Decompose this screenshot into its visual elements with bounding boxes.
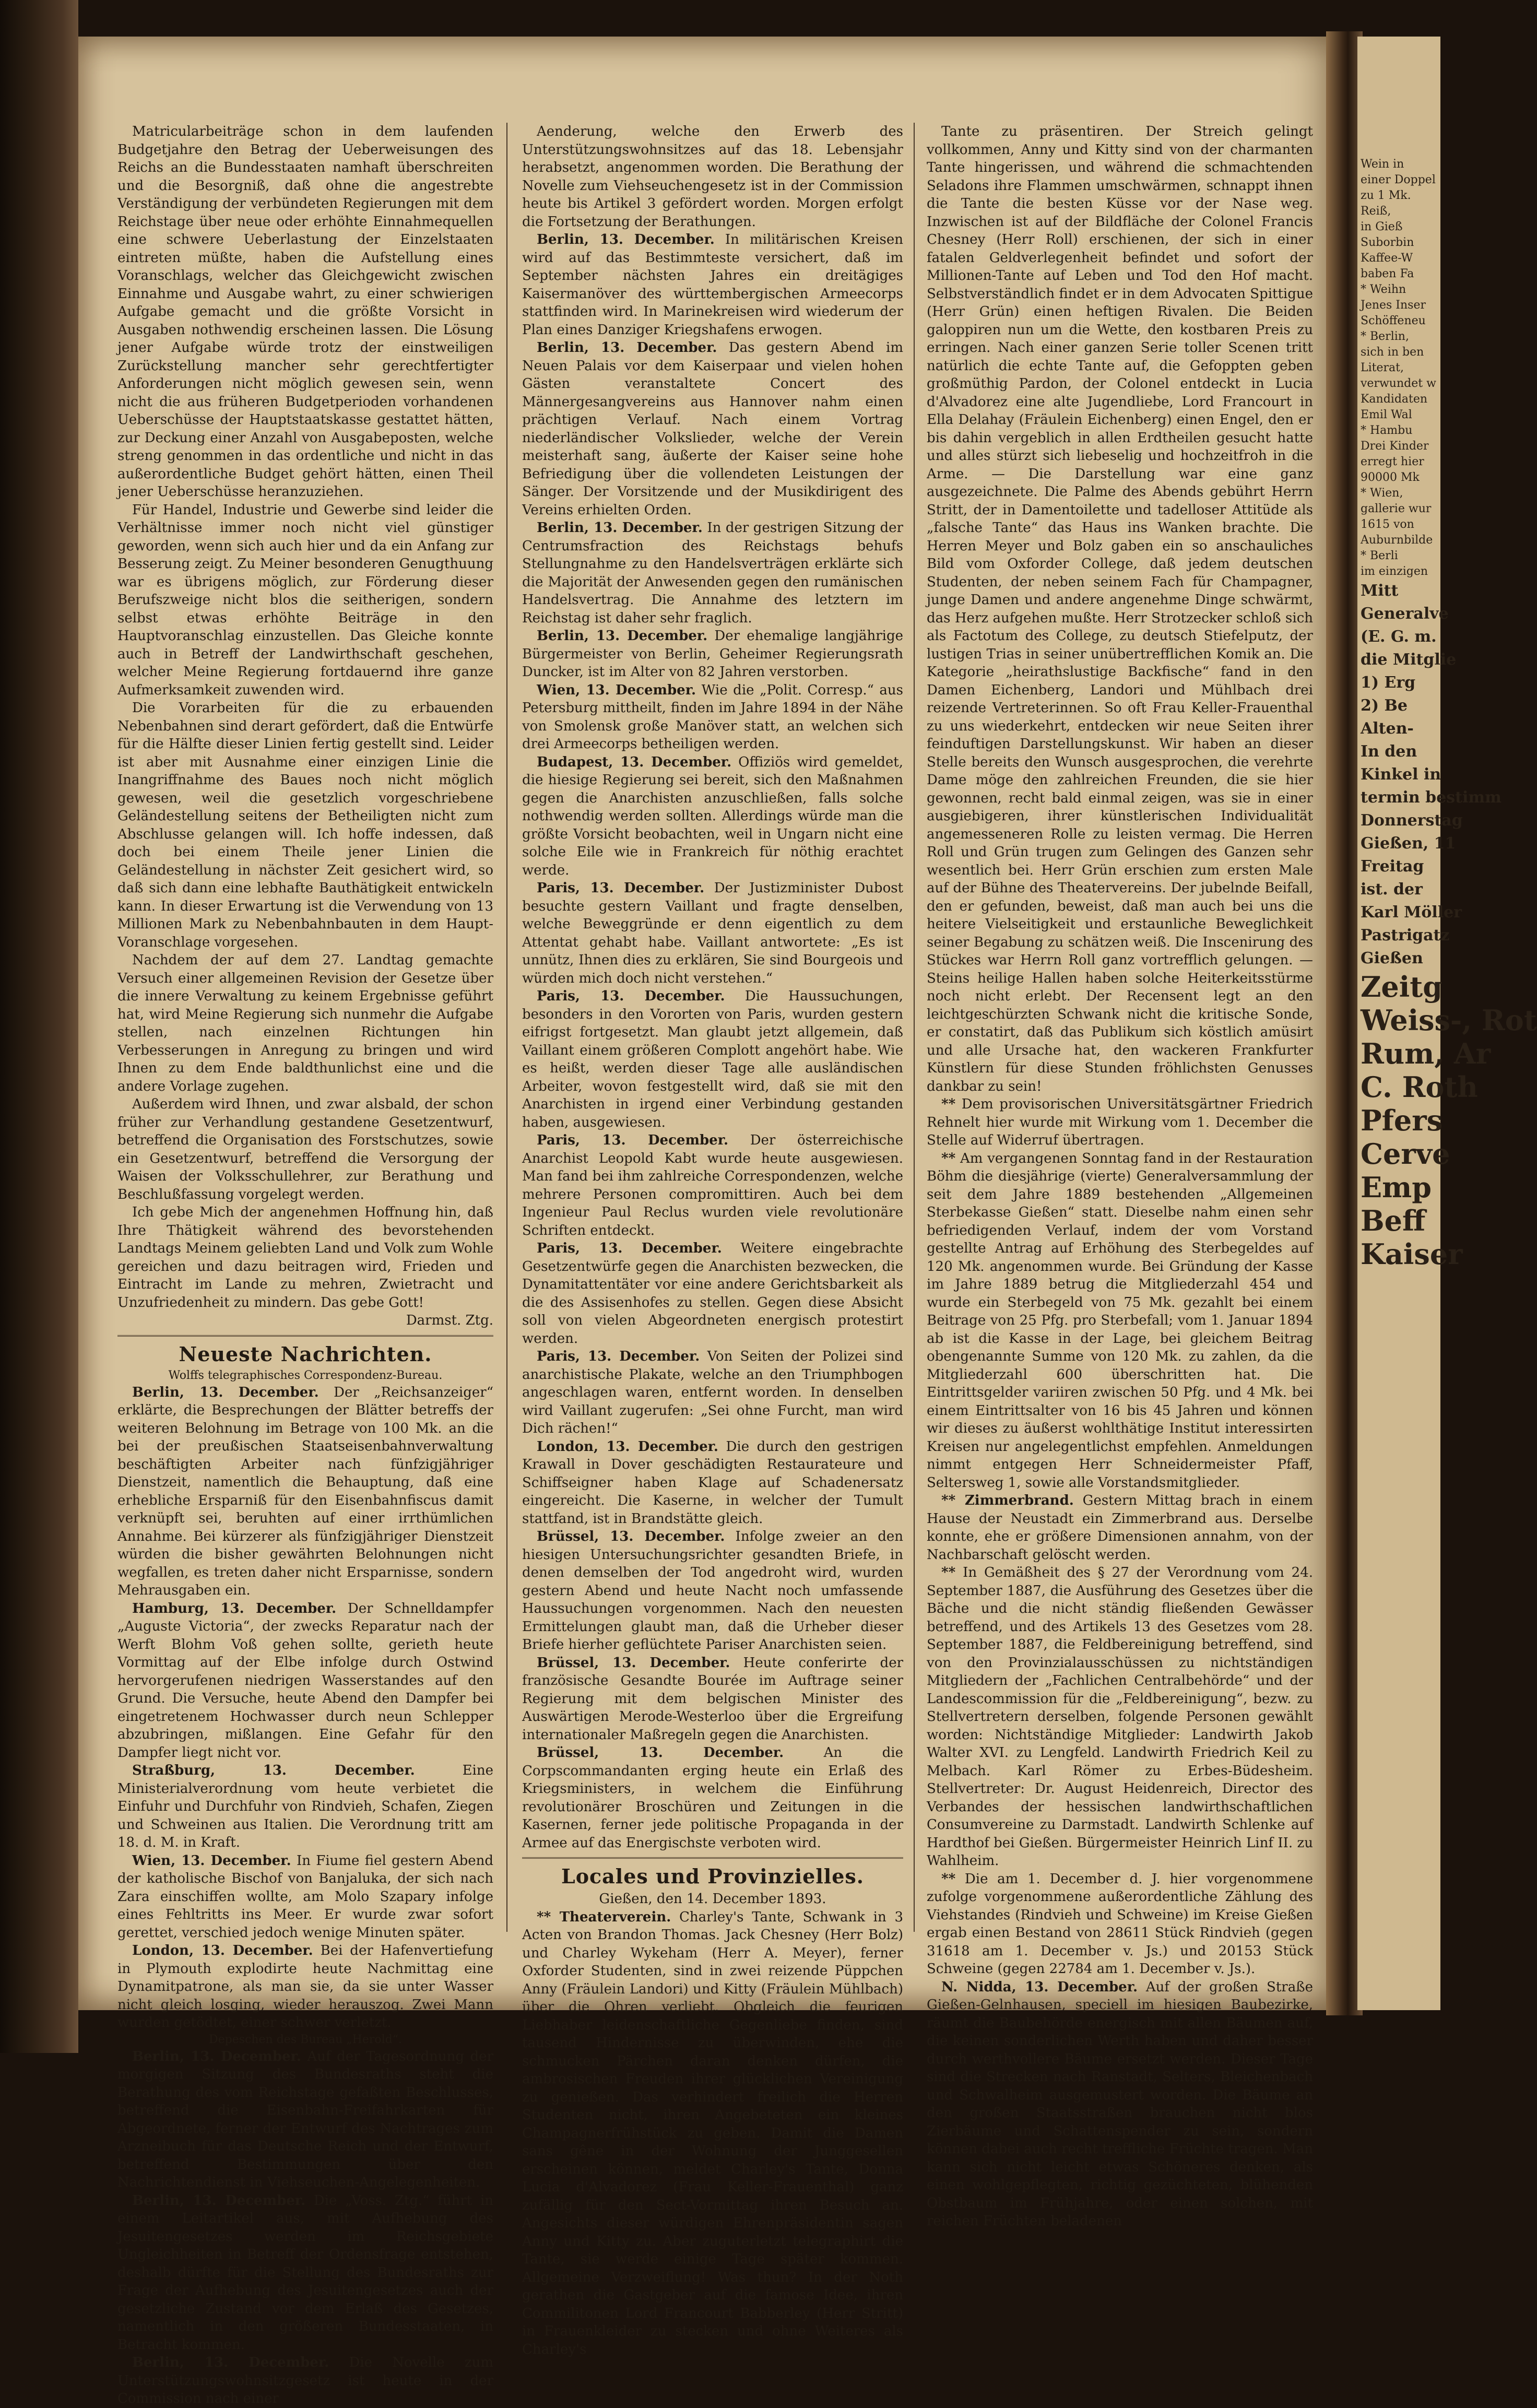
section-subheading: Wolffs telegraphisches Correspondenz-Bureau. bbox=[168, 1368, 443, 1382]
paragraph-text: Dem provisorischen Universitätsgärtner Friedrich Rehnelt hier wurde mit Wirkung vom 1. December die Stelle auf Widerruf übertragen. bbox=[927, 1096, 1313, 1148]
fragment-heading: Karl Möller bbox=[1361, 903, 1462, 922]
fragment-heading: Pastrigatz bbox=[1361, 926, 1450, 945]
article-paragraph bbox=[522, 753, 903, 880]
article-paragraph bbox=[522, 987, 903, 1131]
article-paragraph bbox=[522, 231, 903, 339]
dateline: Brüssel, 13. December. bbox=[537, 1745, 784, 1761]
dateline: Brüssel, 13. December. bbox=[537, 1529, 725, 1544]
section-heading: Locales und Provinzielles. bbox=[561, 1864, 865, 1888]
article-paragraph bbox=[522, 339, 903, 519]
dateline: ** Theaterverein. bbox=[537, 1909, 671, 1925]
fragment-ad: Emp bbox=[1361, 1171, 1432, 1204]
article-paragraph bbox=[522, 627, 903, 681]
fragment-line: Kaffee-W bbox=[1361, 252, 1413, 265]
paragraph-text: Die Vorarbeiten für die zu erbauenden Nebenbahnen sind derart gefördert, daß die Entwürfe für die Hälfte dieser Linien fertig gestellt sind. Leider ist aber mit Ausnahme einer einzigen Linie die Inangriffnahme des Baues noch nicht möglich gewesen, weil die gesetzlich vorgeschriebene Geländestellung seitens der Betheiligten nicht zum Abschlusse gelangen will. Ich hoffe indessen, daß doch bei einem Theile jener Linien die Geländestellung in nächster Zeit gesichert wird, so daß sich dann eine lebhafte Bauthätigkeit entwickeln kann. In dieser Erwartung ist die Verwendung von 13 Millionen Mark zu Nebenbahnbauten in dem Haupt-Voranschlage vorgesehen. bbox=[117, 700, 493, 950]
paragraph-text: Auf der großen Straße Gießen-Gelnhausen, speciell im hiesigen Baubezirke, räumt die Baubehörde energisch mit allen Bäumen auf, die keinen sonderlichen Werth haben und daher besser durch werthvollere Bäume ersetzt werden. Dieser Tage sind die Strecken nach Ranstadt, Selters, Bleichenbach und Schwalheim ausgemustert worden. Die Bäume an den großen Staatsstraßen brauchen nicht blos Zierbäume und Schattenspender zu sein, sondern können dabei auch recht treffliche Früchte tragen. Man kann sich nicht leicht etwas Schöneres denken, als einen wohlgepflegten, richtig gezüchteten, blühenden Obstbaum im Frühjahre, oder einen solchen, mit reichen Früchten beladenen bbox=[927, 1979, 1313, 2229]
article-paragraph bbox=[117, 2048, 493, 2192]
article-paragraph bbox=[522, 681, 903, 753]
fragment-line: Suborbin bbox=[1361, 236, 1414, 249]
dateline: ** bbox=[941, 1150, 956, 1166]
paragraph-text: Bei der Hafenvertiefung in Plymouth explodirte heute Nachmittag eine Dynamitpatrone, als man sie, da sie unter Wasser nicht gleich losging, wieder herauszog. Zwei Mann wurden getödtet, einer schwer verletzt. bbox=[117, 1943, 494, 2031]
fragment-heading: Gießen bbox=[1361, 949, 1423, 967]
article-paragraph bbox=[927, 1564, 1313, 1870]
article-paragraph bbox=[117, 1852, 493, 1942]
article-paragraph bbox=[117, 123, 493, 501]
article-paragraph bbox=[927, 123, 1313, 1095]
paragraph-text: Matricularbeiträge schon in dem laufenden Budgetjahre den Betrag der Ueberweisungen des Reichs an die Bundesstaaten namhaft überschreiten und die Besorgniß, daß ohne die angestrebte Verständigung der verbündeten Regierungen mit dem Reichstage über neue oder erhöhte Einnahmequellen eine schwere Ueberlastung der Einzelstaaten eintreten müßte, haben die Aufstellung eines Voranschlags, welcher das Gleichgewicht zwischen Einnahme und Ausgabe wahrt, zu einer schwierigen Aufgabe gemacht und die größte Vorsicht in Ausgaben nothwendig erscheinen lassen. Die Lösung jener Aufgabe würde trotz der einstweiligen Zurückstellung mancher sehr gerechtfertigter Anforderungen nicht möglich gewesen sein, wenn nicht die aus früheren Budgetperioden vorhandenen Ueberschüsse der Hauptstaatskasse gestattet hätten, zur Deckung einer Anzahl von Ausgabeposten, welche streng genommen in das ordentliche und nicht in das außerordentliche Budget gehört hätten, einen Theil jener Ueberschüsse heranzuziehen. bbox=[117, 124, 493, 500]
article-paragraph bbox=[522, 879, 903, 987]
fragment-heading: Kinkel in bbox=[1361, 765, 1441, 784]
dateline: Berlin, 13. December. bbox=[132, 1384, 319, 1400]
fragment-heading: In den bbox=[1361, 742, 1417, 761]
fragment-heading: Freitag bbox=[1361, 857, 1424, 876]
paragraph-text: In militärischen Kreisen wird auf das Bestimmteste versichert, daß im September nächsten Jahres ein dreitägiges Kaisermanöver des württembergischen Armeecorps stattfinden wird. In Marinekreisen wird wiederum der Plan eines Danziger Kriegshafens erwogen. bbox=[522, 232, 903, 338]
section-heading: Neueste Nachrichten. bbox=[179, 1342, 432, 1366]
paragraph-text: Die „Voss. Ztg.“ führt in einem Leitartikel aus, mit Aufhebung des Jesuitengesetzes werden im Reichsgebiete Ungleichheiten in Betreff der Ordensfrage entstehen, deshalb dürfte für die Stellung des Bundesraths zur Frage der Aufhebung des Jesuitengesetzes auch der gesetzliche Zustand vor dem Erlaß des Gesetzes, namentlich in den größeren Bundesstaaten, in Betracht kommen. bbox=[117, 2192, 494, 2353]
paragraph-text: Offiziös wird gemeldet, die hiesige Regierung sei bereit, sich den Maßnahmen gegen die Anarchisten anzuschließen, falls solche nothwendig werden sollten. Allerdings würde man die größte Vorsicht beobachten, weil in Ungarn nicht eine solche Eile wie in Frankreich für nöthig erachtet werde. bbox=[522, 754, 903, 878]
dateline: Berlin, 13. December. bbox=[537, 520, 703, 536]
fragment-ad: Beff bbox=[1361, 1204, 1426, 1237]
fragment-heading: 2) Be bbox=[1361, 697, 1408, 715]
fragment-line: gallerie wur bbox=[1361, 502, 1432, 515]
fragment-heading: Gießen, 11 bbox=[1361, 834, 1456, 853]
dateline: Budapest, 13. December. bbox=[537, 754, 732, 770]
fragment-ad: Rum, Ar bbox=[1361, 1037, 1491, 1070]
paragraph-text: Ich gebe Mich der angenehmen Hoffnung hin, daß Ihre Thätigkeit während des bevorstehenden Landtags Meinem geliebten Land und Volk zum Wohle gereichen und dazu beitragen wird, Frieden und Eintracht im Lande zu mehren, Zwietracht und Unzufriedenheit zu mindern. Das gebe Gott! bbox=[117, 1205, 493, 1311]
fragment-ad: Zeitg bbox=[1361, 970, 1443, 1004]
fragment-line: Schöffeneu bbox=[1361, 314, 1426, 327]
fragment-ad: Pfers bbox=[1361, 1104, 1443, 1137]
fragment-line: zu 1 Mk. bbox=[1361, 189, 1411, 202]
article-paragraph bbox=[117, 951, 493, 1095]
paragraph-text: Nachdem der auf dem 27. Landtag gemachte Versuch einer allgemeinen Revision der Gesetze über die innere Verwaltung zu keinem Ergebnisse geführt hat, wird Meine Regierung sich nunmehr die Aufgabe stellen, nach einzelnen Richtungen hin Verbesserungen in Anregung zu bringen und wird Ihnen zu dem Ende baldthunlichst eine und die andere Vorlage zugehen. bbox=[117, 952, 493, 1094]
article-paragraph bbox=[117, 1203, 493, 1312]
article-paragraph bbox=[522, 123, 903, 231]
dateline: Paris, 13. December. bbox=[537, 1349, 700, 1364]
dateline: Berlin, 13. December. bbox=[537, 340, 717, 356]
dateline: Paris, 13. December. bbox=[537, 1132, 729, 1148]
article-paragraph bbox=[117, 1762, 493, 1852]
paragraph-text: Heute conferirte der französische Gesandte Bourée im Auftrage seiner Regierung mit dem belgischen Minister des Auswärtigen Merode-Westerloo über die Ergreifung internationaler Maßregeln gegen die Anarchisten. bbox=[522, 1655, 904, 1743]
fragment-line: Literat, bbox=[1361, 361, 1404, 374]
article-paragraph bbox=[927, 1492, 1313, 1564]
book-binding-left bbox=[0, 0, 78, 2053]
article-paragraph bbox=[117, 699, 493, 951]
paragraph-text: Wie die „Polit. Corresp.“ aus Petersburg mittheilt, finden im Jahre 1894 in der Nähe von Smolensk große Manöver statt, an welchen sich drei Armeecorps betheiligen werden. bbox=[522, 682, 904, 752]
dateline: Brüssel, 13. December. bbox=[537, 1655, 730, 1671]
paragraph-text: Das gestern Abend im Neuen Palais vor dem Kaiserpaar und vielen hohen Gästen veranstaltete Concert des Männergesangvereins aus Hannover nahm einen prächtigen Verlauf. Nach einem Vortrag niederländischer Volkslieder, welche der Verein meisterhaft sang, äußerte der Kaiser seine hohe Befriedigung über die vollendeten Leistungen der Sänger. Der Vorsitzende und der Musikdirigent des Vereins erhielten Orden. bbox=[522, 340, 903, 518]
fragment-heading: Mitt bbox=[1361, 582, 1399, 600]
fragment-line: Auburnbilde bbox=[1361, 534, 1433, 547]
fragment-line: 90000 Mk bbox=[1361, 471, 1420, 484]
dateline: Berlin, 13. December. bbox=[132, 2048, 301, 2064]
fragment-line: Reiß, bbox=[1361, 205, 1391, 218]
section-divider bbox=[117, 1335, 493, 1337]
paragraph-text: Die Novelle zum Unterstützungswohnsitzgesetz ist heute in der Commission nach einer bbox=[117, 2355, 494, 2406]
fragment-line: 1615 von bbox=[1361, 518, 1414, 531]
paragraph-text: Der österreichische Anarchist Leopold Kabt wurde heute ausgewiesen. Man fand bei ihm zahlreiche Correspondenzen, welche mehrere Personen compromittiren. Auch bei dem Ingenieur Paul Reclus wurden viele revolutionäre Schriften entdeckt. bbox=[522, 1132, 904, 1238]
fragment-line: Kandidaten bbox=[1361, 393, 1428, 406]
paragraph-text: Charley's Tante, Schwank in 3 Acten von Brandon Thomas. Jack Chesney (Herr Bolz) und Charley Wykeham (Herr A. Meyer), ferner Oxforder Studenten, sind in zwei reizende Püppchen Anny (Fräulein Landori) und Kitty (Fräulein Mühlbach) über die Ohren verliebt. Obgleich die feurigen Liebhaber leidenschaftliche Gegenliebe finden, sind tausend Hindernisse zu überwinden, ehe die schmucken Pärchen daran denken dürfen, die ambrosischen Freuden ihrer glücklichen Vereinigung zu genießen. Das verhindert freilich die Herren Studenten nicht, ihren Angebeteten ein kleines Champagnerfrühstück zu geben. Damit die Damen sans gêne in der Wohnung der Junggesellen erscheinen können, meldet Charley's Tante, Donna Lucia d'Alvadorez (Frau Keller-Frauenthal) ganz zufällig für den Sect-Vormittag ihren Besuch an. Angesichts dieser würdigen Ehrenpräsidentin sagen Anny und Kitty zu. Aber zuguterletzt telegraphirt die Tante, sie werde einige Tage später kommen. Allgemeine Verzweiflung! Was thun? In der Noth gerathen die Gastgeber auf die famose Idee, ihren Commilitonen Lord Francourt Babberley (Herr Stritt) in Frauenkleider zu stecken und ohne Weiteres als Charley's bbox=[522, 1909, 903, 2357]
dateline: Paris, 13. December. bbox=[537, 1241, 722, 1256]
dateline: Wien, 13. December. bbox=[537, 682, 696, 698]
paragraph-text: Weitere eingebrachte Gesetzentwürfe gegen die Anarchisten bezwecken, die Dynamitattentäter vor eine andere Gerichtsbarkeit als die des Assisenhofes zu stellen. Gegen diese Absicht soll von vielen Abgeordneten energisch protestirt werden. bbox=[522, 1241, 904, 1347]
article-paragraph bbox=[117, 1600, 493, 1762]
dateline: Berlin, 13. December. bbox=[537, 232, 715, 247]
fragment-ad: C. Roth bbox=[1361, 1070, 1478, 1104]
article-paragraph bbox=[117, 1384, 493, 1600]
paragraph-text: Am vergangenen Sonntag fand in der Restauration Böhm die diesjährige (vierte) Generalversammlung der seit dem Jahre 1889 bestehenden „Allgemeinen Sterbekasse Gießen“ statt. Dieselbe nahm einen sehr befriedigenden Verlauf, indem der vom Vorstand gestellte Antrag auf Erhöhung des Sterbegeldes auf 120 Mk. angenommen wurde. Bei Gründung der Kasse im Jahre 1889 betrug die Mitgliederzahl 454 und wurde ein Sterbegeld von 75 Mk. gezahlt bei einem Beitrage von 25 Pfg. pro Sterbefall; vom 1. Januar 1894 ab ist die Kasse in der Lage, bei gleichem Beitrag obengenannte Summe von 120 Mk. zu zahlen, da die Mitgliederzahl 600 überschritten hat. Die Eintrittsgelder variiren zwischen 50 Pfg. und 4 Mk. bei einem Eintrittsalter von 16 bis 45 Jahren und können wir dieses zu äußerst wohlthätige Institut interessirten Kreisen nur angelegentlichst empfehlen. Anmeldungen nimmt entgegen Herr Schneidermeister Pfaff, Seltersweg 1, sowie alle Vorstandsmitglieder. bbox=[927, 1150, 1314, 1491]
dateline: ** bbox=[941, 1871, 956, 1887]
article-paragraph bbox=[522, 519, 903, 627]
article-paragraph bbox=[117, 2354, 493, 2408]
paragraph-text: An die Corpscommandanten erging heute ein Erlaß des Kriegsministers, in welchem die Einführung revolutionärer Broschüren und Zeitungen in die Kasernen, ferner jede politische Propaganda in der Armee auf das Energischste verboten wird. bbox=[522, 1745, 903, 1851]
fragment-line: Drei Kinder bbox=[1361, 440, 1429, 453]
fragment-line: im einzigen bbox=[1361, 565, 1428, 578]
fragment-line: in Gieß bbox=[1361, 220, 1403, 233]
fragment-heading: Donnerstag bbox=[1361, 811, 1463, 830]
article-paragraph bbox=[522, 1744, 903, 1852]
section-divider bbox=[522, 1857, 903, 1859]
paragraph-text: Auf der Tagesordnung der morgigen Sitzung des Bundesraths steht die Berathung des vom Reichstage gefaßten Beschlusses, betreffend die Eisenbahn-Freifahrkarten für Abgeordnete, ferner der Entwurf des Nachtrages zum Arzneibuch für das Deutsche Reich und der Entwurf, betreffend Bestimmungen über den Nachrichtendienst in Viehseuchen-Angelegenheiten. bbox=[117, 2048, 493, 2190]
paragraph-text: Die am 1. December d. J. hier vorgenommene zufolge vorgenommene außerordentliche Zählung des Viehstandes (Rindvieh und Schweine) im Kreise Gießen ergab einen Bestand von 28611 Stück Rindvieh (gegen 31618 am 1. December v. Js.) und 20153 Stück Schweine (gegen 22784 am 1. December v. Js.). bbox=[927, 1871, 1314, 1977]
fragment-heading: Alten- bbox=[1361, 719, 1414, 738]
article-paragraph bbox=[117, 1942, 493, 2032]
paragraph-text: Der Justizminister Dubost besuchte gestern Vaillant und fragte denselben, welche Beweggründe er denn eigentlich zu dem Attentat gehabt habe. Vaillant antwortete: „Es ist unnütz, Ihnen dies zu erklären, Sie sind Bourgeois und würden mich doch nicht verstehen.“ bbox=[522, 880, 904, 986]
paragraph-text: Die Haussuchungen, besonders in den Vororten von Paris, wurden gestern eifrigst fortgesetzt. Man glaubt jetzt allgemein, daß Vaillant einem größeren Complott angehört habe. Wie es heißt, werden dieser Tage alle ausländischen Arbeiter, wovon festgestellt wird, daß sie mit den Anarchisten in irgend einer Verbindung gestanden haben, ausgewiesen. bbox=[522, 988, 903, 1130]
dateline: London, 13. December. bbox=[132, 1943, 313, 1958]
section-subheading: Depeschen des Bureau „Herold“. bbox=[209, 2033, 402, 2046]
dateline: Hamburg, 13. December. bbox=[132, 1600, 337, 1616]
fragment-heading: (E. G. m. bbox=[1361, 628, 1437, 646]
fragment-heading: termin bestimm bbox=[1361, 788, 1501, 807]
paragraph-text: Der Schnelldampfer „Auguste Victoria“, der zwecks Reparatur nach der Werft Blohm Voß gehen sollte, gerieth heute Vormittag auf der Elbe infolge durch Ostwind hervorgerufenen niedrigen Wasserstandes auf den Grund. Die Versuche, heute Abend den Dampfer bei eingetretenem Hochwasser durch neun Schlepper abzubringen, mißlangen. Eine Gefahr für den Dampfer liegt nicht vor. bbox=[117, 1600, 494, 1761]
fragment-ad: Weiss-, Rot bbox=[1361, 1004, 1537, 1037]
column-middle bbox=[522, 123, 903, 2358]
paragraph-text: Tante zu präsentiren. Der Streich gelingt vollkommen, Anny und Kitty sind von der charmanten Tante hingerissen, und während die schmachtenden Seladons ihre Flammen umschwärmen, schnappt ihnen die Tante die besten Küsse vor der Nase weg. Inzwischen ist auf der Bildfläche der Colonel Francis Chesney (Herr Roll) erschienen, der sich in einer fatalen Geldverlegenheit befindet und sofort der Millionen-Tante auf Leben und Tod den Hof macht. Selbstverständlich findet er in dem Advocaten Spittigue (Herr Grün) einen heftigen Rivalen. Die Beiden galoppiren nun um die Wette, den kostbaren Preis zu erringen. Nach einer ganzen Serie toller Scenen tritt natürlich die echte Tante auf, die Gefoppten geben großmüthig Pardon, der Colonel entdeckt in Lucia d'Alvadorez eine alte Jugendliebe, Lord Francourt in Ella Delahay (Fräulein Eichenberg) einen Engel, den er bis dahin vergeblich in allen Erdtheilen gesucht hatte und alles stürzt sich liebeselig und hochzeitfroh in die Arme. — Die Darstellung war eine ganz ausgezeichnete. Die Palme des Abends gebührt Herrn Stritt, der in Damentoilette und tadelloser Attitüde als „falsche Tante“ das Haus ins Wanken brachte. Die Herren Meyer und Bolz gaben ein so anschauliches Bild vom Oxforder College, daß jedem deutschen Studenten, der neben seinem Fach für Champagner, junge Damen und andere angenehme Dinge schwärmt, das Herz aufgehen mußte. Herr Strotzecker schloß sich als Factotum des College, zu deutsch Stiefelputz, der lustigen Trias in seiner unübertrefflichen Komik an. Die Kategorie „heirathslustige Backfische“ fand in den Damen Eichenberg, Landori und Mühlbach drei reizende Vertreterinnen. So oft Frau Keller-Frauenthal zu uns wiederkehrt, entdecken wir neue Seiten ihrer feinduftigen Darstellungskunst. Wir haben an dieser Stelle bereits den Wunsch ausgesprochen, die verehrte Dame möge den zahlreichen Freunden, die sie hier gewonnen, recht bald einmal zeigen, was sie in einer ausgiebigeren, ihrer künstlerischen Individualität angemesseneren Rolle zu leisten vermag. Die Herren Roll und Grün trugen zum Gelingen des Ganzen sehr wesentlich bei. Herr Grün erschien zum ersten Male auf der Bühne des Theatervereins. Der jubelnde Beifall, den er gefunden, beweist, daß man auch bei uns die heitere Vielseitigkeit und erstaunliche Beweglichkeit seiner Begabung zu schätzen weiß. Die Inscenirung des Stückes war Herrn Roll ganz vortrefflich gelungen. — Steins heilige Hallen haben solche Heiterkeitsstürme noch nicht erlebt. Der Recensent legt an den leichtgeschürzten Schwank nicht die kritische Sonde, er constatirt, daß das Publikum sich köstlich amüsirt und alle Ursache hat, den wackeren Frankfurter Künstlern für diese Stunden fröhlichsten Genusses dankbar zu sein! bbox=[927, 124, 1313, 1094]
paragraph-text: Gestern Mittag brach in einem Hause der Neustadt ein Zimmerbrand aus. Derselbe konnte, ehe er größere Dimensionen annahm, von der Nachbarschaft gelöscht werden. bbox=[927, 1493, 1313, 1563]
fragment-line: Wein in bbox=[1361, 158, 1404, 171]
dateline: Berlin, 13. December. bbox=[132, 2355, 329, 2370]
article-paragraph bbox=[522, 1131, 903, 1240]
source-signature: Darmst. Ztg. bbox=[406, 1313, 493, 1328]
paragraph-text: In Fiume fiel gestern Abend der katholische Bischof von Banjaluka, der sich nach Zara einschiffen wollte, am Molo Szapary infolge eines Fehltritts ins Meer. Er wurde zwar sofort gerettet, verschied jedoch wenige Minuten später. bbox=[117, 1852, 494, 1941]
paragraph-text: Für Handel, Industrie und Gewerbe sind leider die Verhältnisse immer noch nicht viel günstiger geworden, wenn sich auch hier und da ein Anfang zur Besserung zeigt. Zu Meiner besonderen Genugthuung war es übrigens möglich, zur Förderung dieser Berufszweige nicht blos die seitherigen, sondern selbst etwas erhöhte Beiträge in den Hauptvoranschlag einzustellen. Das Gleiche konnte auch in Betreff der Landwirthschaft geschehen, welcher Meine Regierung fortdauernd ihre ganze Aufmerksamkeit zuwenden wird. bbox=[117, 502, 493, 698]
dateline: Berlin, 13. December. bbox=[132, 2192, 306, 2209]
dateline: Wien, 13. December. bbox=[132, 1852, 291, 1869]
article-paragraph bbox=[117, 2192, 493, 2354]
dateline: Paris, 13. December. bbox=[537, 988, 725, 1004]
paragraph-text: In der gestrigen Sitzung der Centrumsfraction des Reichstags behufs Stellungnahme zu den Handelsverträgen erklärte sich die Majorität der Anwesenden gegen den rumänischen Handelsvertrag. Die Annahme des letztern im Reichstag ist daher sehr fraglich. bbox=[522, 520, 903, 626]
fragment-line: erregt hier bbox=[1361, 455, 1424, 468]
dateline: Berlin, 13. December. bbox=[537, 628, 708, 644]
article-paragraph bbox=[522, 1654, 903, 1744]
article-paragraph bbox=[522, 1438, 903, 1528]
fragment-line: * Hambu bbox=[1361, 424, 1413, 437]
dateline: ** Zimmerbrand. bbox=[941, 1493, 1074, 1508]
fragment-heading: die Mitglie bbox=[1361, 651, 1457, 669]
fragment-line: * Berlin, bbox=[1361, 330, 1409, 343]
fragment-line: verwundet w bbox=[1361, 377, 1436, 390]
article-paragraph bbox=[927, 1870, 1313, 1978]
dateline-heading: Gießen, den 14. December 1893. bbox=[599, 1891, 826, 1907]
fragment-line: * Wien, bbox=[1361, 487, 1403, 500]
article-paragraph bbox=[522, 1240, 903, 1348]
fragment-line: Emil Wal bbox=[1361, 408, 1412, 421]
paragraph-text: Die durch den gestrigen Krawall in Dover geschädigten Restaurateure und Schiffseigner haben Klage auf Schadenersatz eingereicht. Die Kaserne, in welcher der Tumult stattfand, ist in Brandstätte gleich. bbox=[522, 1438, 903, 1527]
article-paragraph bbox=[117, 501, 493, 700]
fragment-line: * Berli bbox=[1361, 549, 1398, 562]
paragraph-text: In Gemäßheit des § 27 der Verordnung vom 24. September 1887, die Ausführung des Gesetzes über die Bäche und die nicht ständig fließenden Gewässer betreffend, und des Artikels 13 des Gesetzes vom 28. September 1887, die Feldbereinigung betreffend, sind von den Provinzialausschüssen zu nichtständigen Mitgliedern der „Fachlichen Centralbehörde“ und der Landescommission für die „Feldbereinigung“, bezw. zu Stellvertretern derselben, folgende Personen gewählt worden: Nichtständige Mitglieder: Landwirth Jakob Walter XVI. zu Lengfeld. Landwirth Friedrich Keil zu Melbach. Karl Römer zu Erbes-Büdesheim. Stellvertreter: Dr. August Heidenreich, Director des Verbandes der hessischen landwirthschaftlichen Consumvereine zu Darmstadt. Landwirth Schlenke auf Hardthof bei Gießen. Bürgermeister Heinrich Linf II. zu Wahlheim. bbox=[927, 1565, 1313, 1869]
fragment-ad: Cerve bbox=[1361, 1137, 1450, 1171]
adjacent-page-fragment bbox=[1357, 37, 1537, 2010]
paragraph-text: Infolge zweier an den hiesigen Untersuchungsrichter gesandten Briefe, in denen demselben der Tod angedroht wird, wurden gestern Abend und heute Nacht noch umfassende Haussuchungen vorgenommen. Nach den neuesten Ermittelungen glaubt man, daß die Urheber dieser Briefe hierher geflüchtete Pariser Anarchisten seien. bbox=[522, 1529, 904, 1652]
dateline: London, 13. December. bbox=[537, 1438, 718, 1455]
article-paragraph bbox=[927, 1978, 1313, 2230]
fragment-heading: Generalve bbox=[1361, 605, 1449, 623]
fragment-line: baben Fa bbox=[1361, 267, 1414, 280]
column-rule-2 bbox=[914, 123, 915, 1932]
column-rule-1 bbox=[506, 123, 507, 1932]
paragraph-text: Der ehemalige langjährige Bürgermeister von Berlin, Geheimer Regierungsrath Duncker, ist im Alter von 82 Jahren verstorben. bbox=[522, 628, 904, 680]
fragment-heading: ist. der bbox=[1361, 880, 1423, 899]
column-left bbox=[117, 123, 493, 2408]
article-paragraph bbox=[522, 1348, 903, 1438]
dateline: Straßburg, 13. December. bbox=[132, 1763, 415, 1778]
dateline: Paris, 13. December. bbox=[537, 880, 705, 896]
article-paragraph bbox=[927, 1150, 1313, 1492]
fragment-line: Jenes Inser bbox=[1361, 299, 1426, 312]
article-paragraph bbox=[117, 1095, 493, 1203]
article-paragraph bbox=[927, 1095, 1313, 1150]
paragraph-text: Eine Ministerialverordnung vom heute verbietet die Einfuhr und Durchfuhr von Rindvieh, Schafen, Ziegen und Schweinen aus Italien. Die Verordnung tritt am 18. d. M. in Kraft. bbox=[117, 1763, 494, 1850]
paragraph-text: Außerdem wird Ihnen, und zwar alsbald, der schon früher zur Verhandlung gestandene Gesetzentwurf, betreffend die Organisation des Forstschutzes, sowie ein Gesetzentwurf, betreffend die Versorgung der Waisen der Volksschullehrer, zur Berathung und Beschlußfassung vorgelegt werden. bbox=[117, 1096, 493, 1202]
fragment-line: sich in ben bbox=[1361, 346, 1424, 359]
dateline: ** bbox=[941, 1565, 956, 1580]
dateline: N. Nidda, 13. December. bbox=[941, 1979, 1138, 1995]
paragraph-text: Aenderung, welche den Erwerb des Unterstützungswohnsitzes auf das 18. Lebensjahr herabsetzt, angenommen worden. Die Berathung der Novelle zum Viehseuchengesetz ist in der Commission heute bis Artikel 3 gefördert worden. Morgen erfolgt die Fortsetzung der Berathungen. bbox=[522, 124, 903, 230]
paragraph-text: Der „Reichsanzeiger“ erklärte, die Besprechungen der Blätter betreffs der weiteren Belohnung im Betrage von 100 Mk. an die bei der preußischen Staatseisenbahnverwaltung beschäftigten Arbeiter nach fünfzigjähriger Dienstzeit, namentlich die Behauptung, daß eine erhebliche Ersparniß für den Eisenbahnfiscus damit verknüpft sei, beruhten auf einer irrthümlichen Annahme. Bei kürzerer als fünfzigjähriger Dienstzeit würden die bisher gewährten Belohnungen nicht wegfallen, es treten daher nicht Ersparnisse, sondern Mehrausgaben ein. bbox=[117, 1384, 493, 1598]
article-paragraph bbox=[522, 1908, 903, 2359]
fragment-line: einer Doppel bbox=[1361, 173, 1436, 186]
paragraph-text: Von Seiten der Polizei sind anarchistische Plakate, welche an den Triumphbogen angeschlagen waren, entfernt worden. In denselben wird Vaillant zugerufen: „Sei ohne Furcht, man wird Dich rächen!“ bbox=[522, 1349, 904, 1436]
dateline: ** bbox=[941, 1096, 956, 1112]
fragment-line: * Weihn bbox=[1361, 283, 1406, 296]
fragment-heading: 1) Erg bbox=[1361, 674, 1416, 692]
article-paragraph bbox=[522, 1528, 903, 1654]
fragment-ad: Kaiser bbox=[1361, 1237, 1463, 1271]
column-right bbox=[927, 123, 1313, 2230]
adjacent-page-text bbox=[1361, 157, 1537, 1271]
